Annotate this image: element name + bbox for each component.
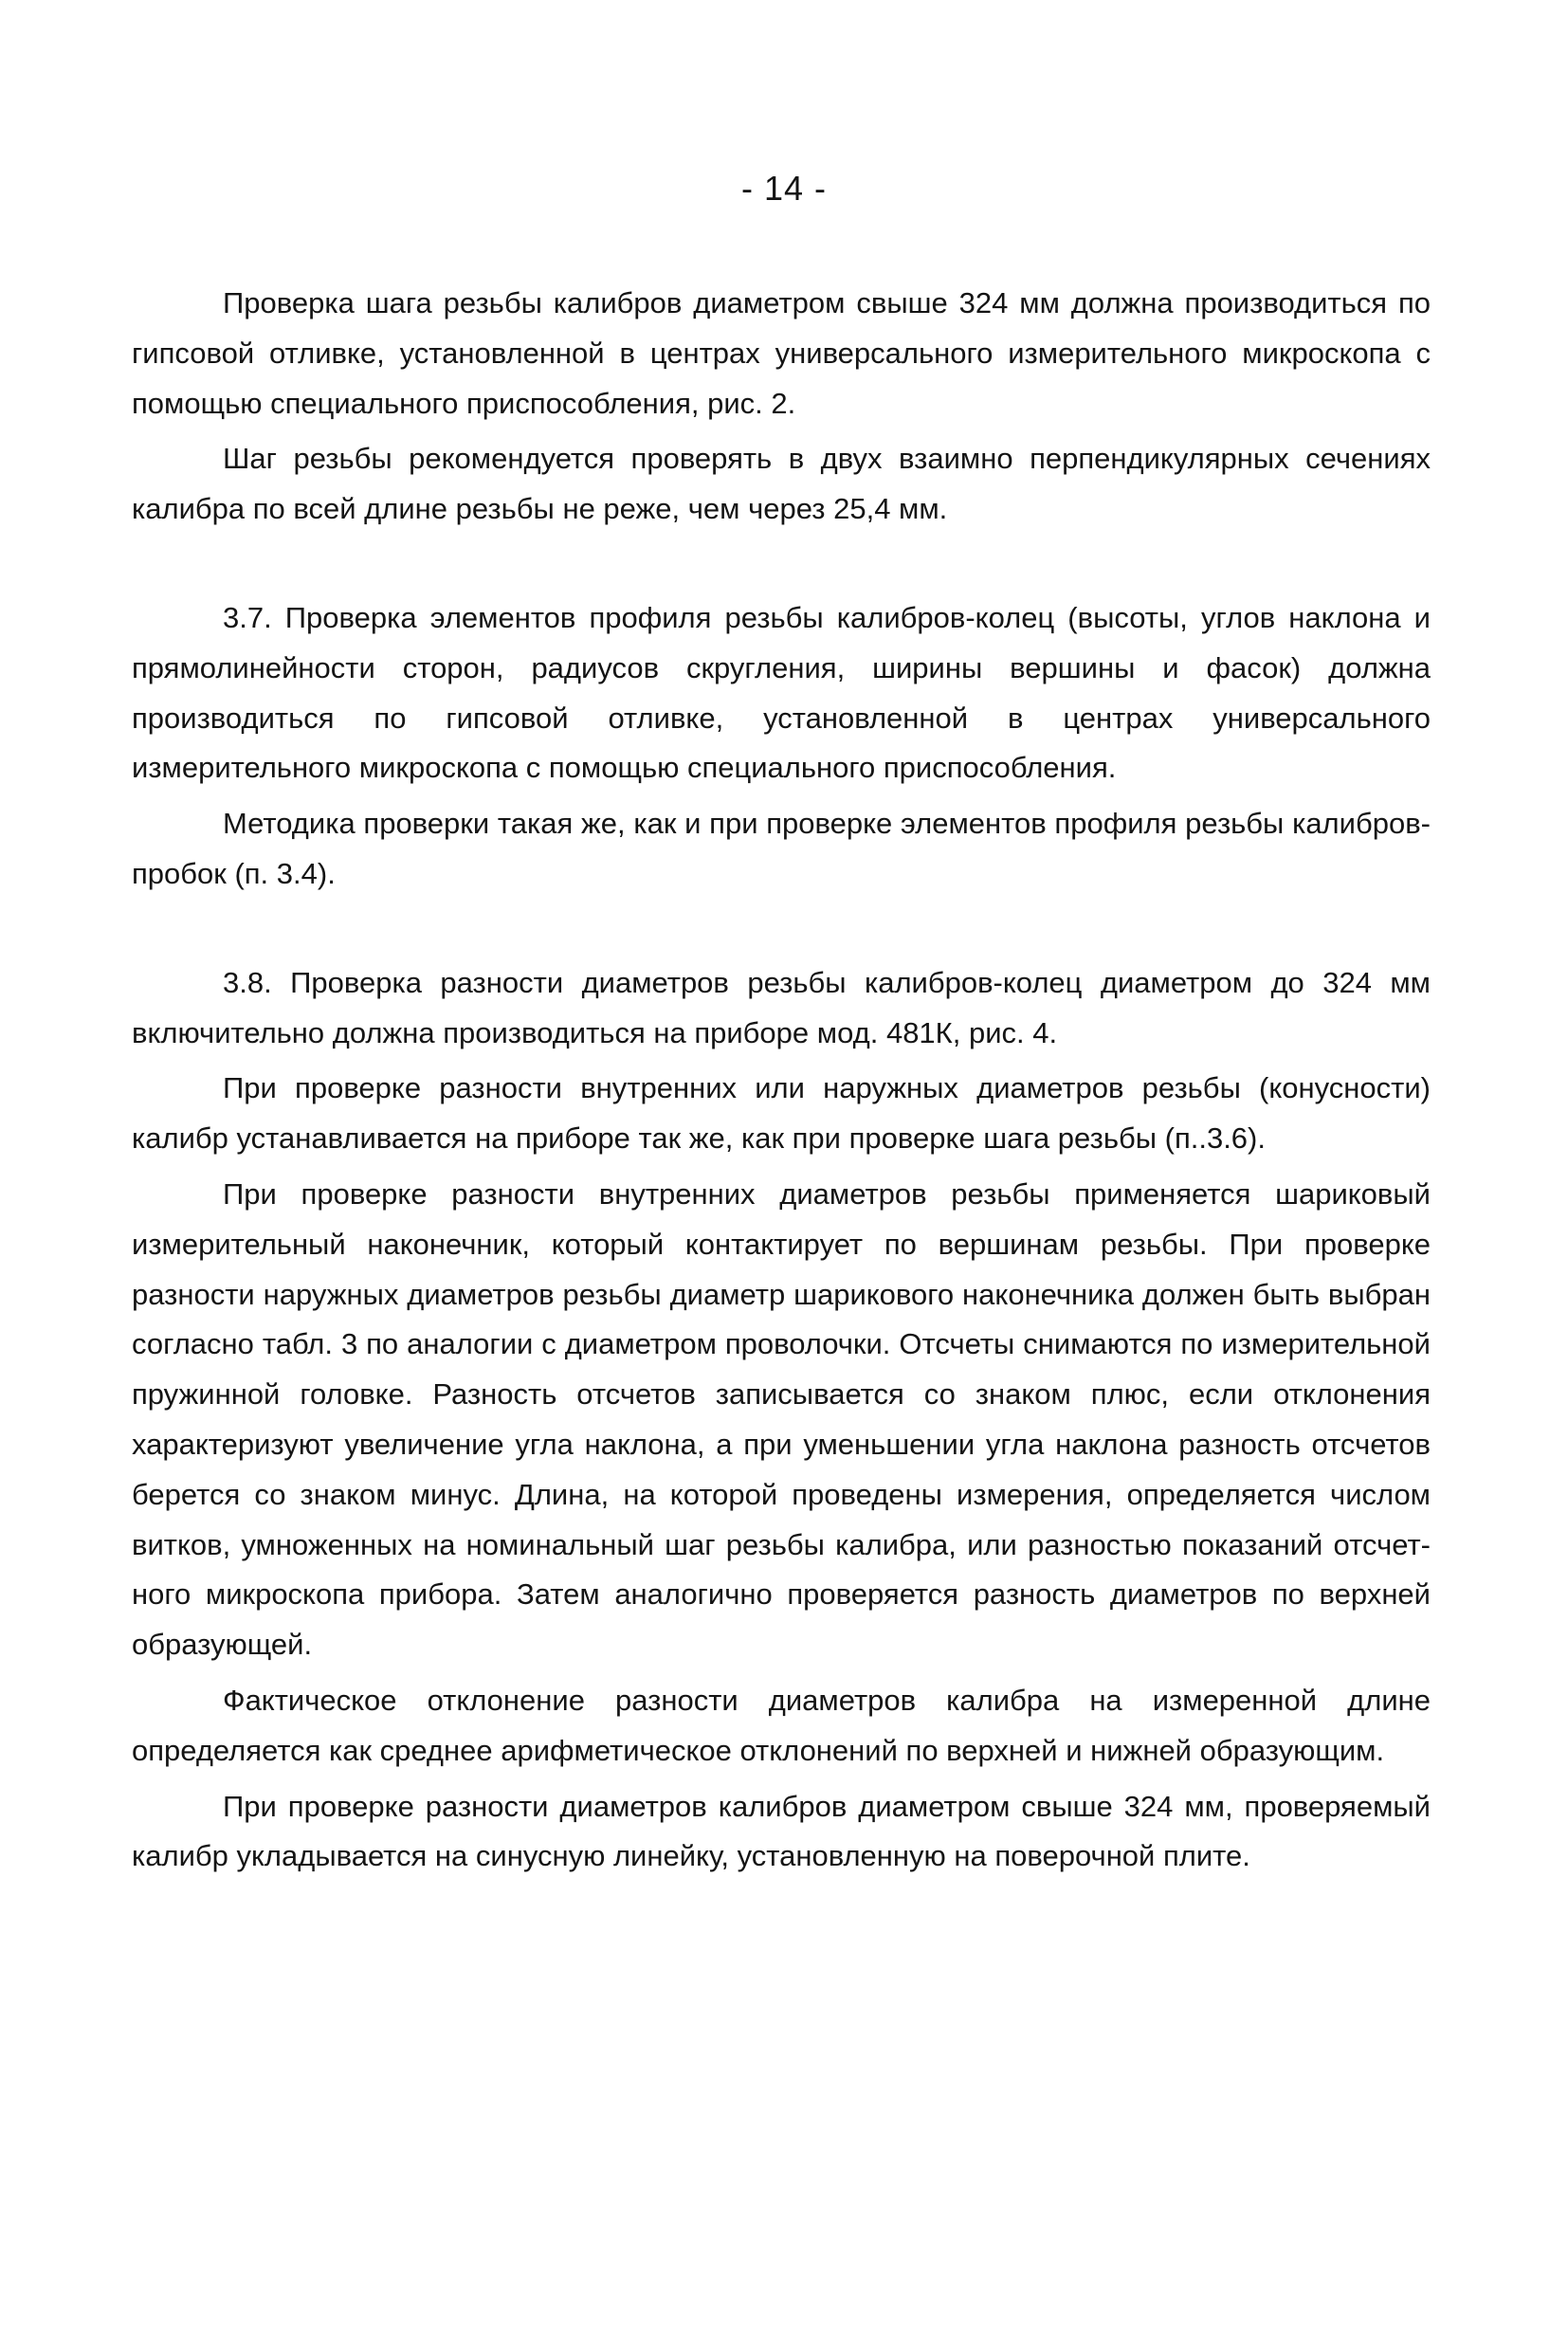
page-number: - 14 - xyxy=(740,169,828,208)
paragraph-inner-diameter-check: При проверке разности внутренних диаметров резьбы применяется шариковый измерительный наконечник, который контактирует по вершинам резьбы. При проверке разности наружных диаметров резьбы диаметр шарикового наконечника должен быть выбран согласно табл. 3 по аналогии с диаметром проволочки. Отсчеты снимаются по измерительной пружинной головке. Разность отсчетов записывается со знаком плюс, если отклонения характеризуют увеличение угла наклона, а при уменьшении угла наклона разность отсчетов берется со знаком минус. Длина, на которой проведены измерения, определяется числом витков, умноженных на номинальный шаг резьбы калибра, или разностью показаний отсчетного микроскопа прибора. Затем аналогично проверяется разность диаметров по верхней образующей. xyxy=(132,1176,1431,1662)
paragraph-conicity-check: При проверке разности внутренних или наружных диаметров резьбы (конусности) калибр устанавливается на приборе так же, как при проверке шага резьбы (п..3.6). xyxy=(132,1071,1431,1156)
paragraph-large-diameter-check: При проверке разности диаметров калибров диаметром свыше 324 мм, проверяемый калибр укладывается на синусную линейку, установленную на поверочной плите. xyxy=(132,1789,1431,1873)
document-body xyxy=(132,279,1431,1882)
paragraph-section-3-7: 3.7. Проверка элементов профиля резьбы калибров-колец (высоты, углов наклона и прямолинейности сторон, радиусов скругления, ширины вершины и фасок) должна производиться по гипсовой отливке, установленной в центрах универсального измерительного микроскопа с помощью специального приспособления. xyxy=(132,600,1431,785)
paragraph-thread-pitch-check: Проверка шага резьбы калибров диаметром свыше 324 мм должна производиться по гипсовой отливке, установленной в центрах универсального измерительного микроскопа с помощью специального приспособления, рис. 2. xyxy=(132,286,1431,420)
paragraph-method-same: Методика проверки такая же, как и при проверке элементов профиля резьбы калибров-пробок (п. 3.4). xyxy=(132,807,1431,890)
paragraph-section-3-8: 3.8. Проверка разности диаметров резьбы калибров-колец диаметром до 324 мм включительно должна производиться на приборе мод. 481К, рис. 4. xyxy=(132,965,1431,1049)
paragraph-pitch-recommendation: Шаг резьбы рекомендуется проверять в двух взаимно перпендикулярных сечениях калибра по всей длине резьбы не реже, чем через 25,4 мм. xyxy=(132,442,1431,526)
paragraph-actual-deviation: Фактическое отклонение разности диаметров калибра на измеренной длине определяется как среднее арифметическое отклонений по верхней и нижней образующим. xyxy=(132,1683,1431,1767)
